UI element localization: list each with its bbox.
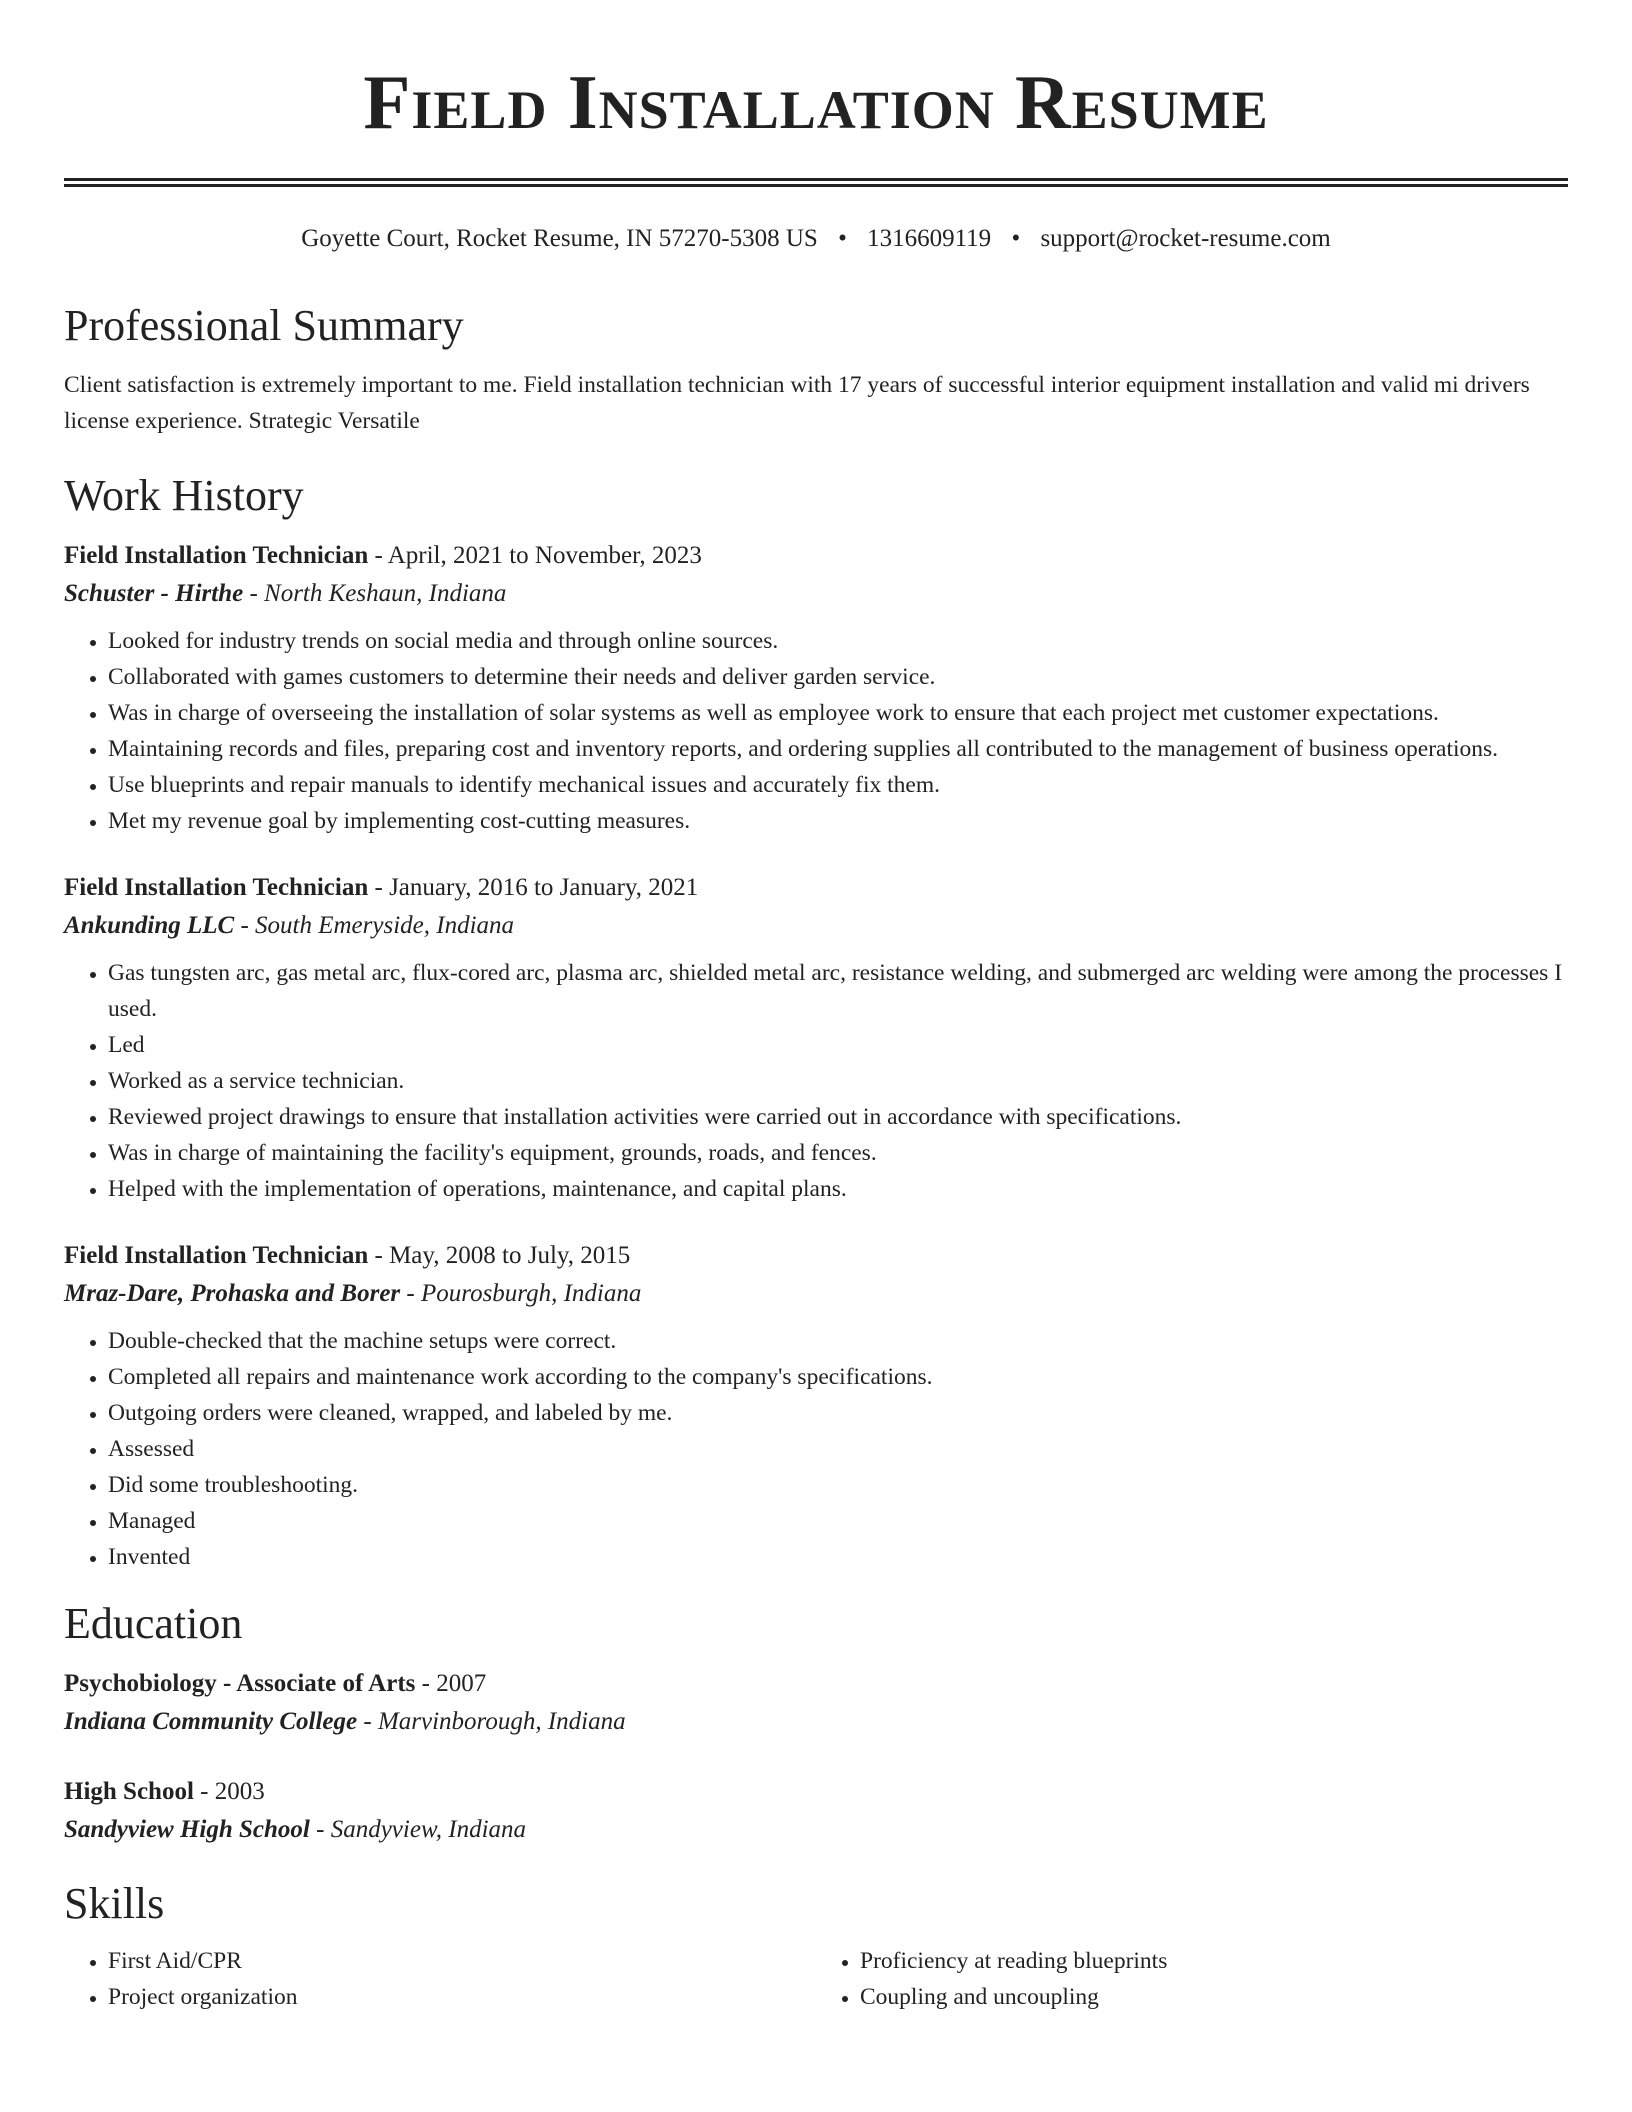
- job-bullet: • Outgoing orders were cleaned, wrapped, and labeled by me.: [108, 1395, 1568, 1431]
- skill-item: • Project organization: [108, 1979, 816, 2015]
- job-company-line: Mraz-Dare, Prohaska and Borer - Pourosburgh, Indiana: [64, 1280, 642, 1307]
- job-bullets: [64, 623, 1568, 839]
- job-company-line: Schuster - Hirthe - North Keshaun, Indiana: [64, 580, 507, 607]
- skill-item: • First Aid/CPR: [108, 1943, 816, 1979]
- job-entry: [64, 537, 1568, 839]
- job-bullet: • Invented: [108, 1539, 1568, 1575]
- job-title-line: Field Installation Technician - May, 2008 to July, 2015: [64, 1242, 631, 1269]
- education-entry: [64, 1773, 1568, 1849]
- education-school: Sandyview High School: [64, 1816, 310, 1843]
- job-company-line: Ankunding LLC - South Emeryside, Indiana: [64, 912, 515, 939]
- job-bullet: • Met my revenue goal by implementing cost-cutting measures.: [108, 803, 1568, 839]
- contact-separator: •: [1011, 225, 1021, 252]
- job-entry: [64, 869, 1568, 1207]
- job-company: Schuster - Hirthe: [64, 580, 244, 607]
- job-bullet: • Was in charge of overseeing the installation of solar systems as well as employee work to ensure that each project met customer expectations.: [108, 695, 1568, 731]
- contact-address: Goyette Court, Rocket Resume, IN 57270-5308 US: [301, 225, 818, 252]
- job-bullet: • Maintaining records and files, preparing cost and inventory reports, and ordering supplies all contributed to the management of business operations.: [108, 731, 1568, 767]
- job-dates: January, 2016 to January, 2021: [389, 874, 699, 901]
- education-degree-line: High School - 2003: [64, 1778, 265, 1805]
- education-degree: High School: [64, 1778, 194, 1805]
- job-role: Field Installation Technician: [64, 874, 369, 901]
- education-location: Sandyview, Indiana: [330, 1816, 527, 1843]
- job-entry: [64, 1237, 1568, 1575]
- job-bullet: • Reviewed project drawings to ensure that installation activities were carried out in accordance with specifications.: [108, 1099, 1568, 1135]
- contact-phone: 1316609119: [867, 225, 992, 252]
- page-title: Field Installation Resume: [363, 59, 1269, 145]
- job-bullet: • Completed all repairs and maintenance work according to the company's specifications.: [108, 1359, 1568, 1395]
- job-bullet: • Led: [108, 1027, 1568, 1063]
- job-bullet: • Collaborated with games customers to determine their needs and deliver garden service.: [108, 659, 1568, 695]
- education-heading: Education: [64, 1599, 243, 1648]
- job-dates: April, 2021 to November, 2023: [387, 542, 702, 569]
- job-title-line: Field Installation Technician - April, 2021 to November, 2023: [64, 542, 702, 569]
- job-bullet: • Looked for industry trends on social media and through online sources.: [108, 623, 1568, 659]
- job-bullet: • Gas tungsten arc, gas metal arc, flux-cored arc, plasma arc, shielded metal arc, resistance welding, and submerged arc welding were among the processes I used.: [108, 955, 1568, 1027]
- education-school: Indiana Community College: [64, 1708, 358, 1735]
- education-degree: Psychobiology - Associate of Arts: [64, 1670, 416, 1697]
- education-school-line: Indiana Community College - Marvinborough, Indiana: [64, 1708, 626, 1735]
- job-role: Field Installation Technician: [64, 1242, 369, 1269]
- contact-separator: •: [838, 225, 847, 252]
- contact-email: support@rocket-resume.com: [1040, 225, 1331, 252]
- education-location: Marvinborough, Indiana: [377, 1708, 626, 1735]
- skill-item: • Proficiency at reading blueprints: [860, 1943, 1568, 1979]
- job-bullet: • Helped with the implementation of operations, maintenance, and capital plans.: [108, 1171, 1568, 1207]
- job-bullet: • Assessed: [108, 1431, 1568, 1467]
- job-bullets: [64, 1323, 1568, 1575]
- education-year: 2007: [436, 1670, 487, 1697]
- title-divider: [64, 178, 1568, 187]
- work-history-heading: Work History: [64, 471, 304, 520]
- education-school-line: Sandyview High School - Sandyview, Indiana: [64, 1816, 527, 1843]
- skills-heading: Skills: [64, 1879, 165, 1928]
- job-bullet: • Use blueprints and repair manuals to identify mechanical issues and accurately fix them.: [108, 767, 1568, 803]
- skill-item: • Coupling and uncoupling: [860, 1979, 1568, 2015]
- contact-line: [64, 223, 1568, 255]
- job-bullet: • Did some troubleshooting.: [108, 1467, 1568, 1503]
- job-location: Pourosburgh, Indiana: [421, 1280, 642, 1307]
- job-bullet: • Managed: [108, 1503, 1568, 1539]
- job-location: North Keshaun, Indiana: [264, 580, 507, 607]
- job-company: Ankunding LLC: [64, 912, 235, 939]
- job-location: South Emeryside, Indiana: [255, 912, 515, 939]
- job-bullet: • Double-checked that the machine setups were correct.: [108, 1323, 1568, 1359]
- job-bullets: [64, 955, 1568, 1207]
- summary-heading: Professional Summary: [64, 301, 464, 350]
- education-year: 2003: [214, 1778, 265, 1805]
- job-company: Mraz-Dare, Prohaska and Borer: [64, 1280, 401, 1307]
- job-bullet: • Worked as a service technician.: [108, 1063, 1568, 1099]
- summary-text: Client satisfaction is extremely important to me. Field installation technician with 17 years of successful interior equipment installation and valid mi drivers license experience. Strategic Versatile: [64, 372, 1530, 434]
- job-dates: May, 2008 to July, 2015: [389, 1242, 631, 1269]
- skills-column-left: [64, 1943, 816, 2015]
- job-bullet: • Was in charge of maintaining the facility's equipment, grounds, roads, and fences.: [108, 1135, 1568, 1171]
- skills-column-right: [816, 1943, 1568, 2015]
- job-title-line: Field Installation Technician - January, 2016 to January, 2021: [64, 874, 699, 901]
- job-role: Field Installation Technician: [64, 542, 369, 569]
- education-degree-line: Psychobiology - Associate of Arts - 2007: [64, 1670, 487, 1697]
- skills-list: [64, 1943, 1568, 2015]
- education-entry: [64, 1665, 1568, 1741]
